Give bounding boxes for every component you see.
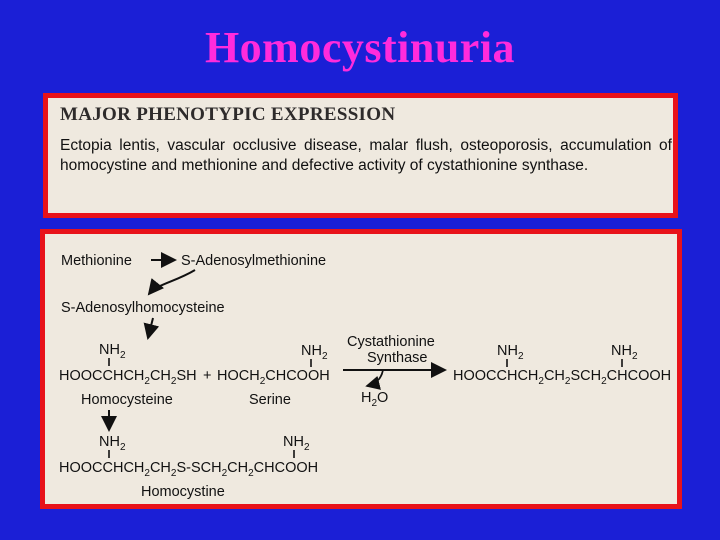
svg-text:NH2: $NH_2$	[283, 434, 310, 453]
pathway-panel	[40, 229, 682, 509]
homocystine-formula: $HOOCCHCH_2CH_2S-SCH_2CH_2CHCOOH$	[59, 460, 319, 479]
arrow-sah-to-homocysteine	[148, 318, 153, 338]
svg-text:NH2: $NH_2$	[497, 343, 524, 362]
arrow-sam-to-sah	[149, 270, 195, 294]
serine-name: Serine	[249, 392, 291, 408]
methionine-label: Methionine	[61, 253, 132, 269]
pathway-diagram	[45, 234, 677, 504]
enzyme-name-line1: Cystathionine	[347, 334, 435, 350]
cystathionine-amine-1	[497, 343, 524, 367]
homocystine-amine-1	[99, 434, 126, 458]
serine-formula: $HOCH_2CHCOOH$	[217, 368, 330, 387]
serine-amine	[301, 343, 328, 367]
homocystine-amine-2	[283, 434, 310, 458]
cystathionine-amine-2	[611, 343, 638, 367]
phenotype-heading: MAJOR PHENOTYPIC EXPRESSION	[60, 104, 396, 125]
water-release-arrow	[367, 370, 383, 386]
s-adenosylmethionine-label: S-Adenosylmethionine	[181, 253, 327, 269]
phenotype-description: Ectopia lentis, vascular occlusive disease, malar flush, osteoporosis, accumulation of homocystine and methionine and defective activity of cystathionine synthase.	[60, 137, 672, 174]
homocysteine-name: Homocysteine	[81, 392, 173, 408]
homocysteine-amine	[99, 342, 126, 366]
slide-title: Homocystinuria	[204, 23, 516, 72]
plus-sign: +	[203, 368, 212, 384]
cystathionine-formula: $HOOCCHCH_2CH_2SCH_2CHCOOH$	[453, 368, 672, 387]
homocysteine-formula: $HOOCCHCH_2CH_2SH$	[59, 368, 197, 387]
phenotype-panel	[43, 93, 678, 218]
homocystine-name: Homocystine	[141, 484, 225, 500]
svg-text:NH2: $NH_2$	[99, 434, 126, 453]
enzyme-name-line2: Synthase	[367, 350, 428, 366]
svg-text:NH2: $NH_2$	[611, 343, 638, 362]
svg-text:NH2: $NH_2$	[301, 343, 328, 362]
s-adenosylhomocysteine-label: S-Adenosylhomocysteine	[61, 300, 225, 316]
svg-text:NH2: $NH_2$	[99, 342, 126, 361]
water-formula: $H_2O$	[361, 390, 389, 409]
